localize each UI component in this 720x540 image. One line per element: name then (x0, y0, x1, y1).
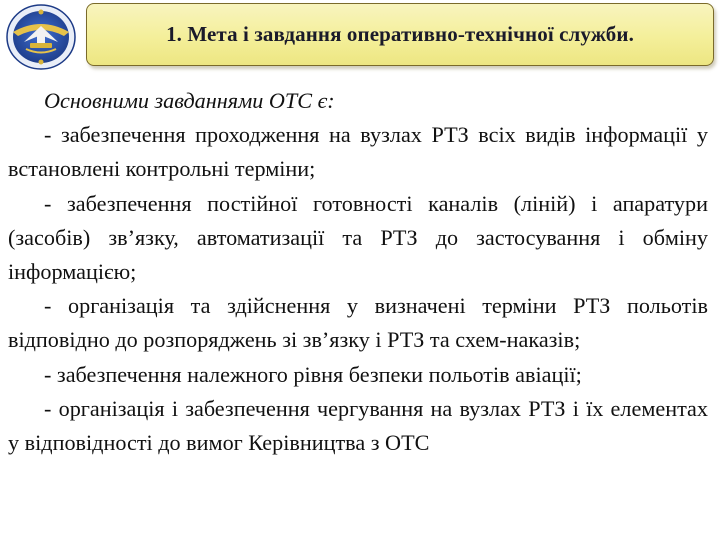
list-item: - забезпечення проходження на вузлах РТЗ всіх видів інформації у встановлені контрольні терміни; (8, 122, 708, 182)
list-item: - організація та здійснення у визначені терміни РТЗ польотів відповідно до розпоряджень зі зв’язку і РТЗ та схем-наказів; (8, 293, 708, 353)
list-item: - забезпечення належного рівня безпеки польотів авіації; (44, 361, 582, 387)
list-item: - забезпечення постійної готовності каналів (ліній) і апаратури (засобів) зв’язку, автоматизації та РТЗ до застосування і обміну інформацією; (8, 190, 708, 285)
title-banner (86, 3, 714, 66)
page-title: 1. Мета і завдання оперативно-технічної служби. (166, 22, 634, 46)
university-emblem-icon (4, 2, 78, 72)
list-item: - організація і забезпечення чергування на вузлах РТЗ і їх елементах у відповідності до вимог Керівництва з ОТС (8, 395, 708, 456)
intro-text: Основними завданнями ОТС є: (44, 88, 335, 113)
content-body (8, 84, 708, 460)
